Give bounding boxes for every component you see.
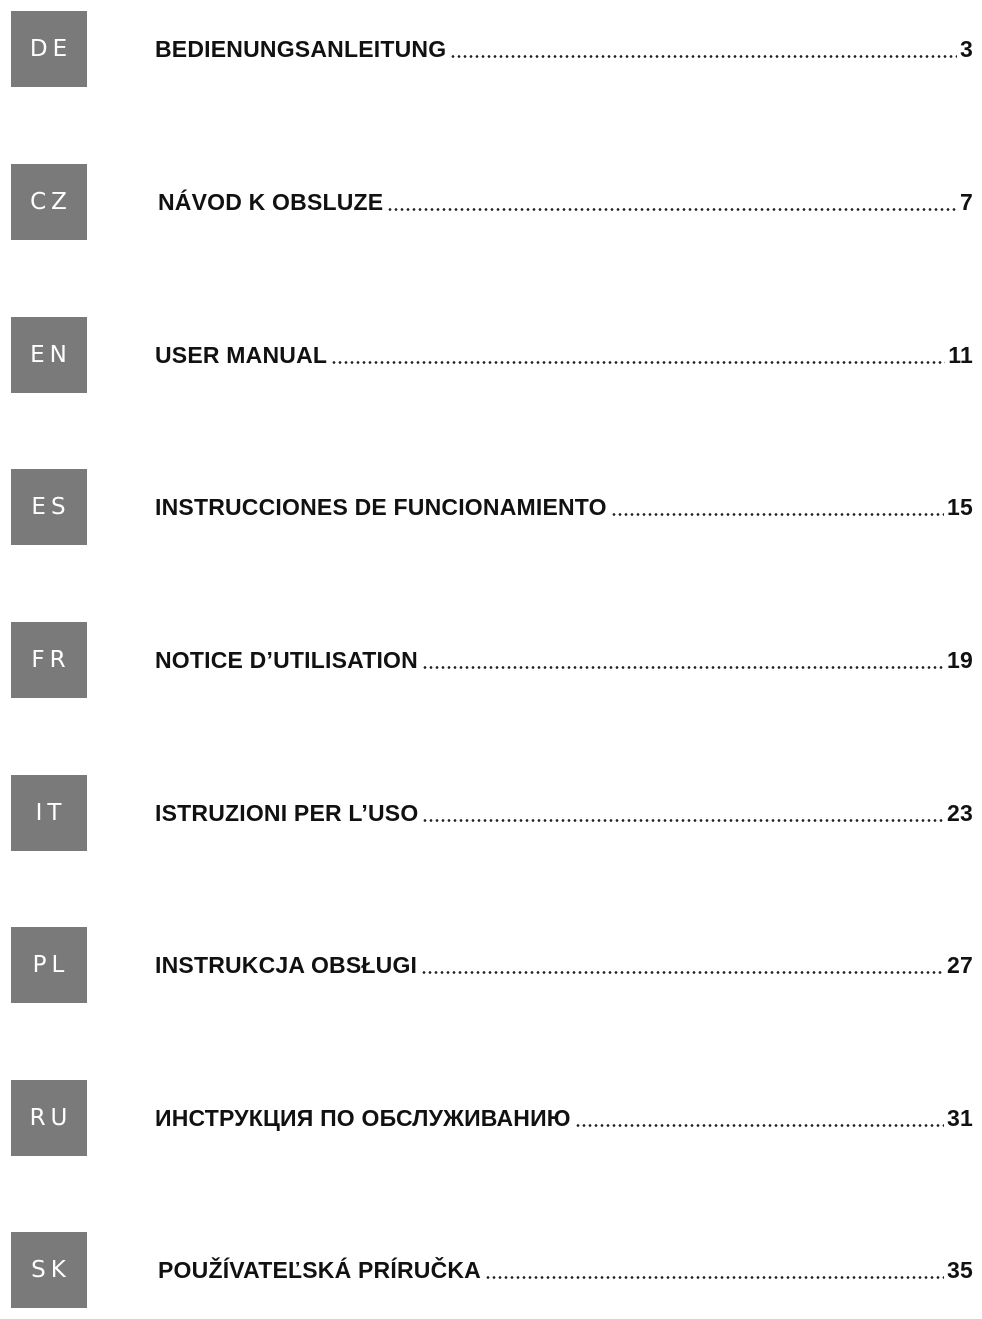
page-number: 35 xyxy=(947,1256,973,1283)
toc-entry-link[interactable] xyxy=(155,1080,973,1156)
toc-entry-link[interactable] xyxy=(155,11,973,87)
dot-leader xyxy=(331,361,945,364)
language-badge: RU xyxy=(11,1080,87,1156)
dot-leader xyxy=(387,208,957,211)
entry-title: INSTRUCCIONES DE FUNCIONAMIENTO xyxy=(155,493,607,520)
page-number: 11 xyxy=(948,341,973,368)
toc-entry-link[interactable] xyxy=(155,775,973,851)
dot-leader xyxy=(421,971,944,974)
language-badge: PL xyxy=(11,927,87,1003)
dot-leader xyxy=(450,55,957,58)
toc-row-en xyxy=(0,317,982,393)
dot-leader xyxy=(422,819,944,822)
entry-title: BEDIENUNGSANLEITUNG xyxy=(155,35,447,62)
toc-row-cz xyxy=(0,164,982,240)
page-number: 31 xyxy=(947,1104,973,1131)
page-number: 15 xyxy=(947,493,973,520)
entry-title: ISTRUZIONI PER L’USO xyxy=(155,799,419,826)
entry-title: NÁVOD K OBSLUZE xyxy=(158,188,384,215)
toc-row-es xyxy=(0,469,982,545)
entry-title: NOTICE D’UTILISATION xyxy=(155,646,418,673)
language-badge: DE xyxy=(11,11,87,87)
toc-entry-link[interactable] xyxy=(158,1232,973,1308)
toc-row-ru xyxy=(0,1080,982,1156)
toc-entry-link[interactable] xyxy=(158,164,973,240)
toc-row-de xyxy=(0,11,982,87)
entry-title: POUŽÍVATEĽSKÁ PRÍRUČKA xyxy=(158,1256,481,1283)
language-badge: EN xyxy=(11,317,87,393)
language-badge: FR xyxy=(11,622,87,698)
toc-entry-link[interactable] xyxy=(155,622,973,698)
toc-row-pl xyxy=(0,927,982,1003)
toc-entry-link[interactable] xyxy=(155,469,973,545)
toc-entry-link[interactable] xyxy=(155,927,973,1003)
toc-row-fr xyxy=(0,622,982,698)
entry-title: USER MANUAL xyxy=(155,341,328,368)
dot-leader xyxy=(422,666,944,669)
toc-entry-link[interactable] xyxy=(155,317,973,393)
page-number: 27 xyxy=(947,951,973,978)
page-number: 7 xyxy=(960,188,973,215)
language-badge: SK xyxy=(11,1232,87,1308)
language-badge: IT xyxy=(11,775,87,851)
language-badge: CZ xyxy=(11,164,87,240)
dot-leader xyxy=(575,1124,944,1127)
page-number: 19 xyxy=(947,646,973,673)
page-number: 23 xyxy=(947,799,973,826)
entry-title: ИНСТРУКЦИЯ ПО ОБСЛУЖИВАНИЮ xyxy=(155,1104,571,1131)
entry-title: INSTRUKCJA OBSŁUGI xyxy=(155,951,418,978)
page-number: 3 xyxy=(960,35,973,62)
toc-row-it xyxy=(0,775,982,851)
dot-leader xyxy=(611,513,944,516)
dot-leader xyxy=(485,1276,944,1279)
toc-row-sk xyxy=(0,1232,982,1308)
language-badge: ES xyxy=(11,469,87,545)
